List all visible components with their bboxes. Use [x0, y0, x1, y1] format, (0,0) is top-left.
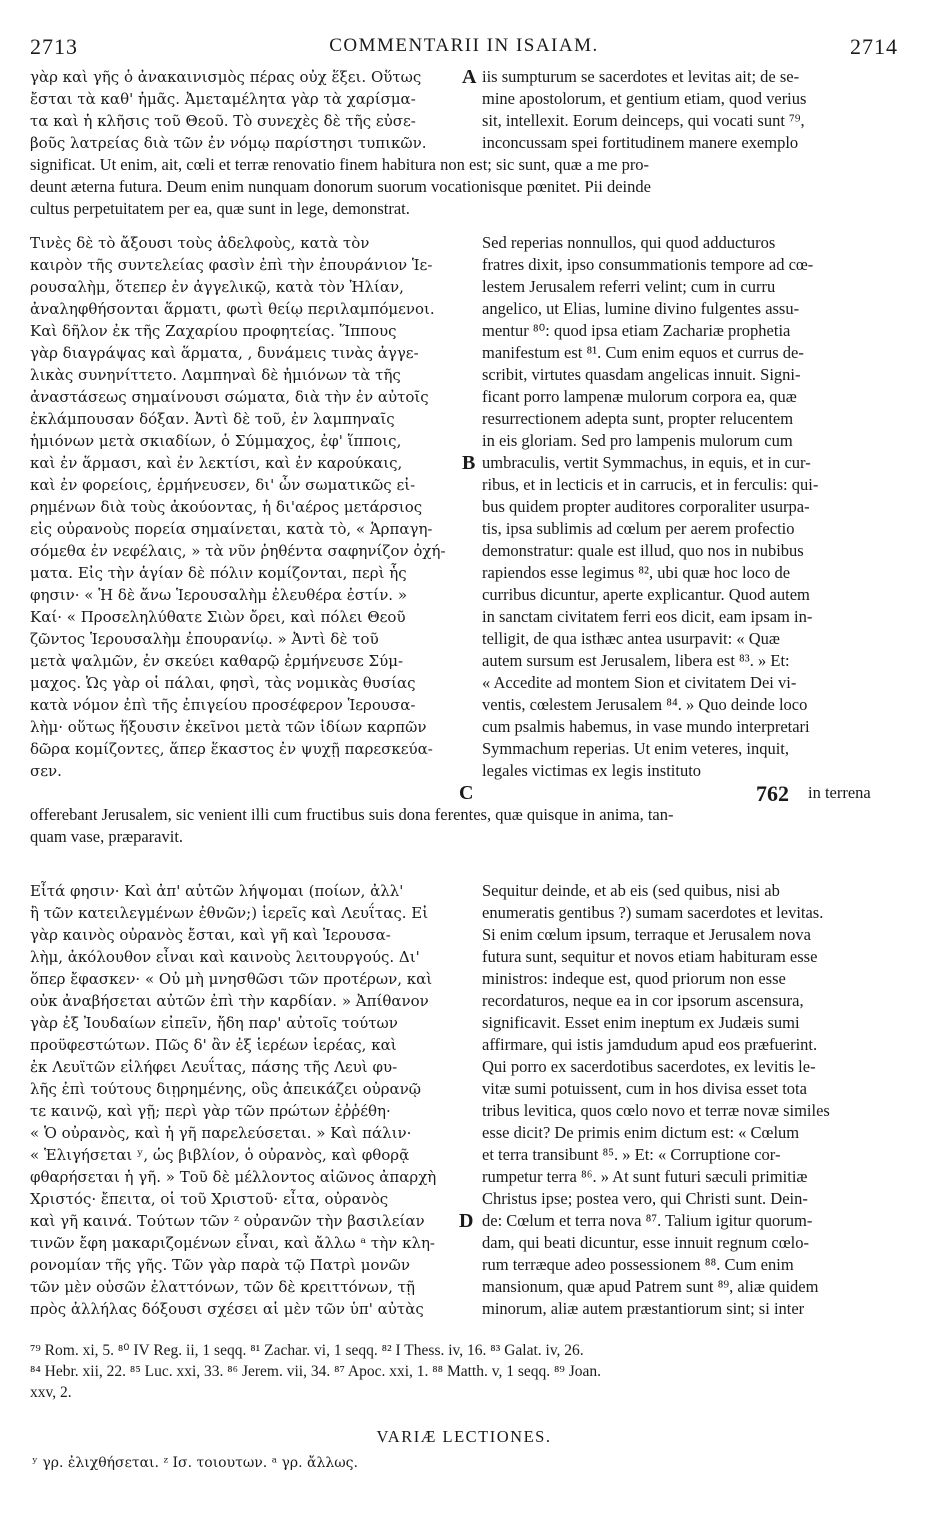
greek-text-line: καιρὸν τῆς συντελείας φασὶν ἐπὶ τὴν ἐπουράνιον Ἱε- — [30, 256, 433, 274]
greek-text-line: καὶ ἐν φορείοις, ἑρμήνευσεν, δι' ὧν σωματικῶς εἰ- — [30, 476, 416, 494]
latin-text-line: significat. Ut enim, ait, cœli et terræ renovatio finem habitura non est; sic sunt, quæ a me pro- — [30, 155, 650, 174]
greek-text-line: Χριστός· ἔπειτα, οἱ τοῦ Χριστοῦ· εἶτα, οὐρανὸς — [30, 1190, 389, 1208]
greek-text-line: ἢ τῶν κατειλεγμένων ἐθνῶν;) ἱερεῖς καὶ Λευΐτας. Εἰ — [30, 904, 429, 922]
latin-fullwidth-section-1 — [30, 154, 900, 220]
latin-text-line: futura sunt, sequitur et novos etiam habituram esse — [482, 947, 818, 966]
latin-text-line: in sanctam civitatem ferri eos dicit, eam ipsam in- — [482, 607, 813, 626]
greek-text-line: λικὰς συνηνίττετο. Λαμπηναὶ δὲ ἡμιόνων τὰ τῆς — [30, 366, 401, 384]
greek-text-line: λὴμ, ἀκόλουθον εἶναι καὶ καινοὺς λειτουργούς. Δι' — [30, 948, 420, 966]
latin-text-line: Christus ipse; postea vero, qui Christi sunt. Dein- — [482, 1189, 808, 1208]
greek-text-line: γὰρ καὶ γῆς ὁ ἀνακαινισμὸς πέρας οὐχ ἕξει. Οὕτως — [30, 68, 422, 86]
latin-text-line: quam vase, præparavit. — [30, 827, 184, 846]
latin-text-line: Qui porro ex sacerdotibus sacerdotes, ex levitis le- — [482, 1057, 816, 1076]
latin-text-line: ribus, et in lecticis et in carrucis, et in ferculis: qui- — [482, 475, 819, 494]
latin-text-line: enumeratis gentibus ?) sumam sacerdotes et levitas. — [482, 903, 824, 922]
greek-column-section-3 — [30, 880, 458, 1320]
latin-text-line: legales victimas ex legis instituto — [482, 761, 702, 780]
greek-text-line: πρὸς ἀλλήλας δόξουσι σχέσει αἱ μὲν τῶν ὑπ' αὐτὰς — [30, 1300, 424, 1318]
latin-text-line: resurrectionem adepta sunt, propter relucentem — [482, 409, 794, 428]
greek-text-line: ρονομίαν τῆς γῆς. Τῶν γὰρ παρὰ τῷ Πατρὶ μονῶν — [30, 1256, 411, 1274]
greek-text-line: καὶ ἐν ἅρμασι, καὶ ἐν λεκτίσι, καὶ ἐν καρούκαις, — [30, 454, 403, 472]
latin-text-line: deunt æterna futura. Deum enim nunquam donorum suorum vocationisque pœnitet. Pii deinde — [30, 177, 651, 196]
greek-text-line: φησιν· « Ἡ δὲ ἄνω Ἱερουσαλὴμ ἐλευθέρα ἐστίν. » — [30, 586, 408, 604]
latin-text-line: affirmare, qui istis jamdudum apud eos præfuerint. — [482, 1035, 818, 1054]
latin-text-line: telligit, de qua isthæc antea usurpavit: « Quæ — [482, 629, 780, 648]
latin-column-section-3 — [482, 880, 898, 1320]
latin-text-line: de: Cœlum et terra nova ⁸⁷. Talium igitur quorum- — [482, 1211, 813, 1230]
latin-text-line: bus quidem propter auditores corporaliter usurpa- — [482, 497, 810, 516]
latin-text-line: Sed reperias nonnullos, qui quod adducturos — [482, 233, 776, 252]
greek-text-line: ὅπερ ἔφασκεν· « Οὐ μὴ μνησθῶσι τῶν προτέρων, καὶ — [30, 970, 433, 988]
latin-text-line: sit, intellexit. Eorum deinceps, qui vocati sunt ⁷⁹, — [482, 111, 805, 130]
margin-marker-a: A — [462, 66, 477, 88]
latin-text-line: inconcussam spei fortitudinem manere exemplo — [482, 133, 799, 152]
latin-text-line: Symmachum reperias. Ut enim veteres, inquit, — [482, 739, 790, 758]
greek-text-line: μετὰ ψαλμῶν, ἐν σκεύει καθαρῷ ἑρμήνευσε Σύμ- — [30, 652, 404, 670]
greek-text-line: ἐκλάμπουσαν δόξαν. Ἀντὶ δὲ τοῦ, ἐν λαμπηναῖς — [30, 410, 395, 428]
latin-text-line: curribus dicuntur, aperte explicantur. Quod autem — [482, 585, 810, 604]
latin-text-line: iis sumpturum se sacerdotes et levitas ait; de se- — [482, 67, 800, 86]
greek-text-line: προϋφεστώτων. Πῶς δ' ἂν ἐξ ἱερέων ἱερέας, καὶ — [30, 1036, 397, 1054]
variae-lectiones-text: ʸ γρ. ἐλιχθήσεται. ᶻ Ισ. τοιουτων. ᵃ γρ. ἄλλως. — [32, 1455, 358, 1471]
greek-text-line: φθαρήσεται ἡ γῆ. » Τοῦ δὲ μέλλοντος αἰῶνος ἀπαρχὴ — [30, 1168, 437, 1186]
latin-text-line: mansionum, quæ apud Patrem sunt ⁸⁹, aliæ quidem — [482, 1277, 819, 1296]
latin-text-line: cum psalmis habemus, in vase mundo interpretari — [482, 717, 810, 736]
latin-text-line: Si enim cœlum ipsum, terraque et Jerusalem nova — [482, 925, 812, 944]
greek-text-line: « Ἑλιγήσεται ʸ, ὡς βιβλίον, ὁ οὐρανὸς, καὶ φθορᾷ — [30, 1146, 410, 1164]
greek-text-line: σεν. — [30, 762, 62, 780]
latin-text-line: rum terræque adeo possessionem ⁸⁸. Cum enim — [482, 1255, 794, 1274]
greek-text-line: ἐκ Λευϊτῶν εἰλήφει Λευΐτας, πάσης τῆς Λευὶ φυ- — [30, 1058, 398, 1076]
margin-marker-c: C — [459, 782, 474, 804]
variae-lectiones-title: VARIÆ LECTIONES. — [376, 1427, 552, 1446]
latin-text-line: rumpetur terra ⁸⁶. » At sunt futuri sæculi primitiæ — [482, 1167, 808, 1186]
latin-column-section-2 — [482, 232, 898, 782]
latin-text-line: minorum, aliæ autem præstantiorum sint; si inter — [482, 1299, 805, 1318]
latin-text-line: rapiendos esse legimus ⁸², ubi quæ hoc loco de — [482, 563, 791, 582]
greek-text-line: ρουσαλὴμ, ὅτεπερ ἐν ἀγγελικῷ, κατὰ τὸν Ἡλίαν, — [30, 278, 404, 296]
column-number-marker: 762 — [756, 781, 789, 806]
greek-text-line: βοῦς λατρείας διὰ τῶν ἐν νόμῳ παρίστησι τυπικῶν. — [30, 134, 427, 152]
latin-text-line: in eis gloriam. Sed pro lampenis mulorum cum — [482, 431, 793, 450]
greek-text-line: λὴμ· οὕτως ἥξουσιν ἐκεῖνοι μετὰ τῶν ἰδίων καρπῶν — [30, 718, 427, 736]
latin-text-line: mentur ⁸⁰: quod ipsa etiam Zachariæ prophetia — [482, 321, 791, 340]
latin-text-line: mine apostolorum, et gentium etiam, quod verius — [482, 89, 807, 108]
greek-column-section-1 — [30, 66, 458, 154]
greek-text-line: λῆς ἐπὶ τούτους διῃρημένης, οὓς ἀπεικάζει οὐρανῷ — [30, 1080, 422, 1098]
latin-text-line: esse dicit? De primis enim dictum est: « Cœlum — [482, 1123, 800, 1142]
margin-marker-d: D — [459, 1210, 474, 1232]
latin-column-section-1 — [482, 66, 898, 154]
latin-text-line: et terra transibunt ⁸⁵. » Et: « Corruptione cor- — [482, 1145, 781, 1164]
greek-text-line: ἀναστάσεως σημαίνουσι σώματα, διὰ τὴν ἐν αὐτοῖς — [30, 388, 429, 406]
greek-text-line: οὐκ ἀναβήσεται αὐτῶν ἐπὶ τὴν καρδίαν. » Ἀπίθανον — [30, 992, 429, 1010]
greek-text-line: γὰρ διαγράψας καὶ ἅρματα, , δυνάμεις τινὰς ἀγγε- — [30, 344, 419, 362]
latin-text-line: tribus levitica, quos cœlo novo et terræ novæ similes — [482, 1101, 830, 1120]
footnote-line: ⁸⁴ Hebr. xii, 22. ⁸⁵ Luc. xxi, 33. ⁸⁶ Jerem. vii, 34. ⁸⁷ Apoc. xxi, 1. ⁸⁸ Matth. v, 1 seqq. ⁸⁹ Joan. — [30, 1363, 601, 1380]
latin-line-tail: in terrena — [808, 783, 871, 802]
greek-text-line: τε καινῷ, καὶ γῇ; περὶ γὰρ τῶν πρώτων ἐῤῥέθη· — [30, 1102, 391, 1120]
latin-text-line: manifestum est ⁸¹. Cum enim equos et currus de- — [482, 343, 804, 362]
greek-text-line: δῶρα κομίζοντες, ἅπερ ἕκαστος ἐν ψυχῇ παρεσκεύα- — [30, 740, 433, 758]
greek-text-line: ἡμιόνων μετὰ σκιαδίων, ὁ Σύμμαχος, ἐφ' ἵπποις, — [30, 432, 402, 450]
latin-text-line: scribit, virtutes quasdam angelicas innuit. Signi- — [482, 365, 801, 384]
latin-text-line: Sequitur deinde, et ab eis (sed quibus, nisi ab — [482, 881, 780, 900]
footnote-line: xxv, 2. — [30, 1384, 72, 1401]
greek-text-line: « Ὁ οὐρανὸς, καὶ ἡ γῆ παρελεύσεται. » Καὶ πάλιν· — [30, 1124, 412, 1142]
page-number-right: 2714 — [850, 34, 898, 59]
latin-text-line: cultus perpetuitatem per ea, quæ sunt in lege, demonstrat. — [30, 199, 410, 218]
latin-text-line: dam, qui beati dicuntur, esse innuit regnum cœlo- — [482, 1233, 809, 1252]
greek-text-line: μαχος. Ὡς γὰρ οἱ πάλαι, φησὶ, τὰς νομικὰς θυσίας — [30, 674, 416, 692]
greek-text-line: ρημένων διὰ τοὺς ἀκούοντας, ἡ δι'αέρος μετάρσιος — [30, 498, 423, 516]
footnotes — [30, 1340, 900, 1403]
latin-text-line: ficant porro lampenæ mulorum corpora ea, quæ — [482, 387, 797, 406]
latin-text-line: ministros: indeque est, quod priorum non esse — [482, 969, 786, 988]
latin-text-line: « Accedite ad montem Sion et civitatem Dei vi- — [482, 673, 797, 692]
latin-text-line: significavit. Esset enim ineptum ex Judæis sumi — [482, 1013, 800, 1032]
greek-text-line: Εἶτά φησιν· Καὶ ἀπ' αὐτῶν λήψομαι (ποίων, ἀλλ' — [30, 882, 404, 900]
greek-text-line: γὰρ ἐξ Ἰουδαίων εἰπεῖν, ἤδη παρ' αὐτοῖς τούτων — [30, 1014, 398, 1032]
greek-text-line: ἔσται τὰ καθ' ἡμᾶς. Ἀμεταμέλητα γὰρ τὰ χαρίσμα- — [30, 90, 416, 108]
latin-text-line: offerebant Jerusalem, sic venient illi cum fructibus suis dona ferentes, quæ quisque in anima, tan- — [30, 805, 674, 824]
page-number-left: 2713 — [30, 34, 78, 59]
greek-text-line: Τινὲς δὲ τὸ ἄξουσι τοὺς ἀδελφοὺς, κατὰ τὸν — [30, 234, 370, 252]
latin-text-line: ventis, cœlestem Jerusalem ⁸⁴. » Quo deinde loco — [482, 695, 808, 714]
greek-text-line: ἀναληφθήσονται ἅρματι, φωτὶ θείῳ περιλαμπόμενοι. — [30, 300, 435, 318]
running-title: COMMENTARII IN ISAIAM. — [329, 35, 599, 56]
greek-text-line: κατὰ νόμον ἐπὶ τῆς ἐπιγείου προσέφερον Ἱερουσα- — [30, 696, 416, 714]
latin-text-line: lestem Jerusalem referri velint; cum in curru — [482, 277, 776, 296]
greek-text-line: καὶ γῆ καινά. Τούτων τῶν ᶻ οὐρανῶν τὴν βασιλείαν — [30, 1212, 425, 1230]
latin-fullwidth-section-2 — [30, 804, 900, 848]
latin-text-line: tis, ipsa sublimis ad cœlum per aerem profectio — [482, 519, 795, 538]
greek-column-section-2 — [30, 232, 458, 782]
latin-text-line: demonstratur: quale est illud, quo nos in nubibus — [482, 541, 804, 560]
latin-text-line: autem sursum est Jerusalem, libera est ⁸³. » Et: — [482, 651, 790, 670]
latin-text-line: recordaturos, neque ea in cor ipsorum ascensura, — [482, 991, 804, 1010]
greek-text-line: σόμεθα ἐν νεφέλαις, » τὰ νῦν ῥηθέντα σαφηνίζον ὀχή- — [30, 542, 446, 560]
greek-text-line: τα καὶ ἡ κλῆσις τοῦ Θεοῦ. Τὸ συνεχὲς δὲ τῆς εὐσε- — [30, 112, 416, 130]
greek-text-line: ζῶντος Ἱερουσαλὴμ ἐπουρανίῳ. » Ἀντὶ δὲ τοῦ — [30, 630, 379, 648]
latin-text-line: angelico, ut Elias, lumine divino fulgentes assu- — [482, 299, 800, 318]
greek-text-line: Καὶ δῆλον ἐκ τῆς Ζαχαρίου προφητείας. Ἵππους — [30, 322, 397, 340]
latin-text-line: fratres dixit, ipso consummationis tempore ad cœ- — [482, 255, 814, 274]
latin-text-line: vitæ sumi potuissent, cum in hos divisa esset tota — [482, 1079, 807, 1098]
footnote-line: ⁷⁹ Rom. xi, 5. ⁸⁰ IV Reg. ii, 1 seqq. ⁸¹ Zachar. vi, 1 seqq. ⁸² I Thess. iv, 16. ⁸³ Galat. iv, 26. — [30, 1342, 584, 1359]
greek-text-line: τῶν μὲν οὐσῶν ἐλαττόνων, τῶν δὲ κρειττόνων, τῇ — [30, 1278, 415, 1296]
greek-text-line: εἰς οὐρανοὺς πορεία σημαίνεται, κατὰ τὸ, « Ἁρπαγη- — [30, 520, 433, 538]
page-header — [30, 34, 898, 60]
greek-text-line: Καί· « Προσεληλύθατε Σιὼν ὄρει, καὶ πόλει Θεοῦ — [30, 608, 406, 626]
greek-text-line: ματα. Εἰς τὴν ἁγίαν δὲ πόλιν κομίζονται, περὶ ἧς — [30, 564, 407, 582]
greek-text-line: τινῶν ἔφη μακαριζομένων εἶναι, καὶ ἄλλω ᵃ τὴν κλη- — [30, 1234, 435, 1252]
latin-text-line: umbraculis, vertit Symmachus, in equis, et in cur- — [482, 453, 811, 472]
margin-marker-b: B — [462, 452, 476, 474]
greek-text-line: γὰρ καινὸς οὐρανὸς ἔσται, καὶ γῆ καὶ Ἱερουσα- — [30, 926, 391, 944]
